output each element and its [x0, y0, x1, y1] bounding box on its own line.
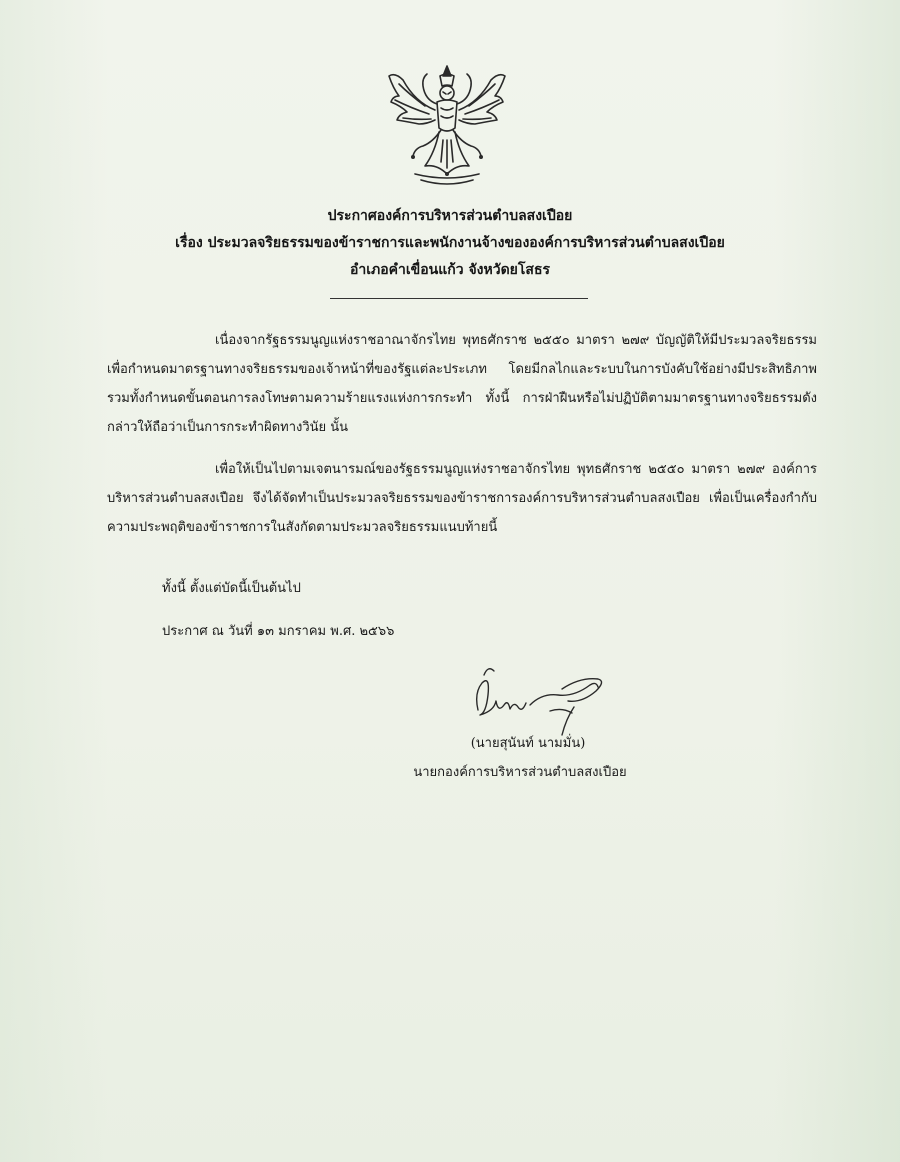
announcement-subject: เรื่อง ประมวลจริยธรรมของข้าราชการและพนักงานจ้างขององค์การบริหารส่วนตำบลสงเปือย [175, 235, 725, 251]
signatory-position: นายกองค์การบริหารส่วนตำบลสงเปือย [413, 765, 627, 780]
announcement-date: ประกาศ ณ วันที่ ๑๓ มกราคม พ.ศ. ๒๕๖๖ [162, 624, 395, 639]
title-divider [330, 298, 588, 299]
announcement-heading: ประกาศองค์การบริหารส่วนตำบลสงเปือย [327, 208, 573, 224]
announcement-location: อำเภอคำเขื่อนแก้ว จังหวัดยโสธร [349, 262, 551, 278]
handwritten-signature [470, 655, 620, 740]
paragraph-purpose: เพื่อให้เป็นไปตามเจตนารมณ์ของรัฐธรรมนูญแห่งราชอาจักรไทย พุทธศักราช ๒๕๕๐ มาตรา ๒๗๙ องค์การบริหารส่วนตำบลสงเปือย จึงได้จัดทำเป็นประมวลจริยธรรมของข้าราชการองค์การบริหารส่วนตำบลสงเปือย เพื่อเป็นเครื่องกำกับความประพฤติของข้าราชการในสังกัดตามประมวลจริยธรรมแนบท้ายนี้ [107, 462, 817, 535]
garuda-emblem-icon [385, 62, 510, 190]
announcement-title [0, 203, 900, 284]
signatory-name: (นายสุนันท์ นามมั่น) [470, 736, 586, 751]
effective-statement: ทั้งนี้ ตั้งแต่บัดนี้เป็นต้นไป [162, 581, 301, 596]
paragraph-background: เนื่องจากรัฐธรรมนูญแห่งราชอาณาจักรไทย พุทธศักราช ๒๕๕๐ มาตรา ๒๗๙ บัญญัติให้มีประมวลจริยธรรมเพื่อกำหนดมาตรฐานทางจริยธรรมของเจ้าหน้าที่ของรัฐแต่ละประเภท โดยมีกลไกและระบบในการบังคับใช้อย่างมีประสิทธิภาพ รวมทั้งกำหนดขั้นตอนการลงโทษตามความร้ายแรงแห่งการกระทำ ทั้งนี้ การฝ่าฝืนหรือไม่ปฏิบัติตามมาตรฐานทางจริยธรรมดังกล่าวให้ถือว่าเป็นการกระทำผิดทางวินัย นั้น [107, 333, 817, 435]
